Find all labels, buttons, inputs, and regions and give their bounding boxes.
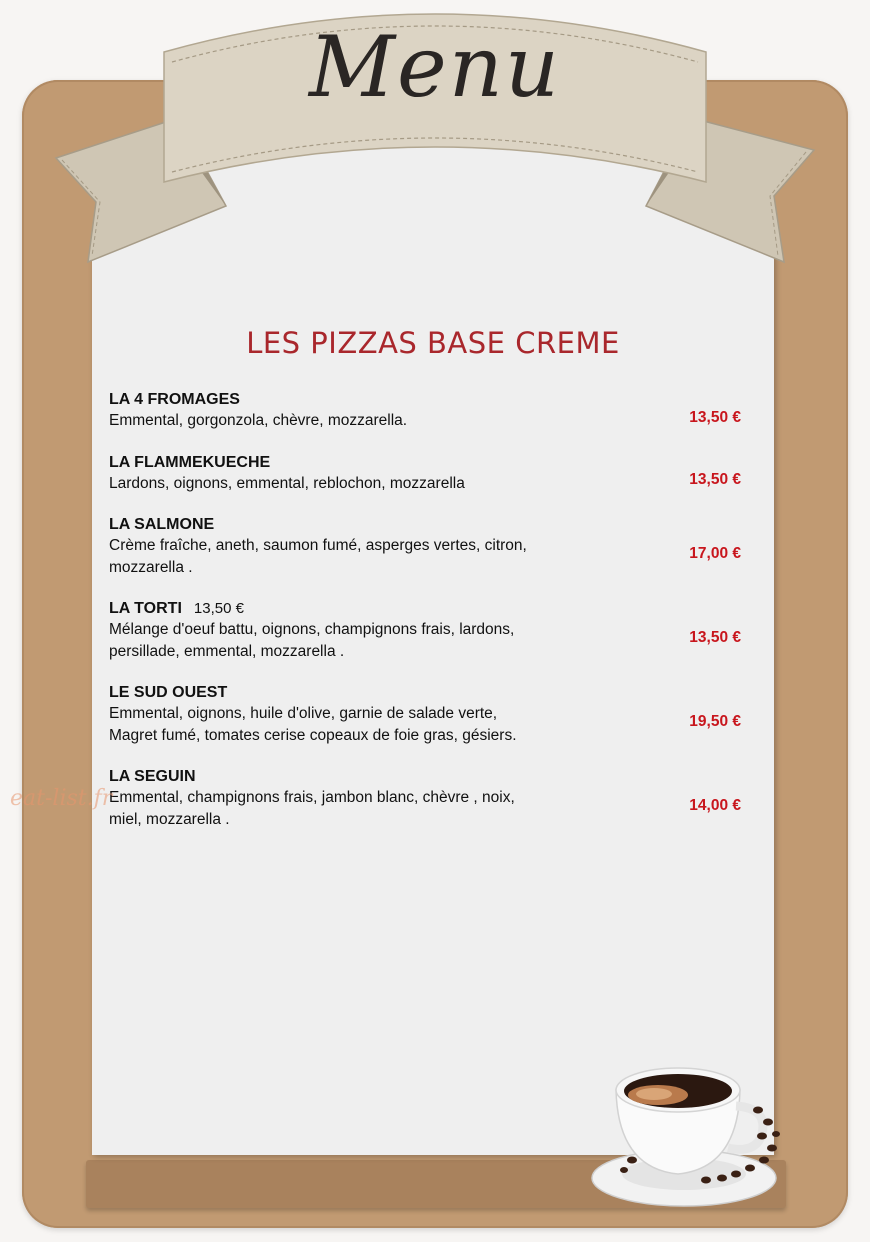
item-description-line: Crème fraîche, aneth, saumon fumé, asperges vertes, citron, [109, 537, 527, 554]
item-price: 13,50 € [689, 408, 741, 426]
menu-items-list [109, 390, 749, 851]
item-inline-price: 13,50 € [193, 600, 244, 617]
menu-item [109, 390, 749, 432]
watermark: eat-list.fr [10, 786, 113, 811]
menu-item [109, 453, 749, 495]
item-name: LA 4 FROMAGES [109, 391, 240, 408]
item-price: 13,50 € [689, 628, 741, 646]
item-name: LA SALMONE [109, 516, 215, 533]
item-name: LA SEGUIN [109, 768, 196, 785]
section-title: LES PIZZAS BASE CREME [246, 326, 620, 360]
item-description-line: Mélange d'oeuf battu, oignons, champignons frais, lardons, [109, 621, 515, 638]
coffee-cup-icon [586, 1050, 796, 1210]
item-description-line: miel, mozzarella . [109, 810, 230, 828]
item-price: 14,00 € [689, 796, 741, 814]
menu-banner-title: Menu [309, 18, 561, 116]
item-name: LE SUD OUEST [109, 684, 228, 701]
menu-item [109, 683, 749, 746]
item-description-line: Lardons, oignons, emmental, reblochon, mozzarella [109, 474, 465, 492]
menu-item [109, 767, 749, 830]
item-description-line: mozzarella . [109, 558, 193, 576]
item-description-line: persillade, emmental, mozzarella . [109, 642, 345, 660]
menu-item [109, 599, 749, 662]
item-price: 19,50 € [689, 712, 741, 730]
item-description-line: Emmental, champignons frais, jambon blanc, chèvre , noix, [109, 789, 515, 806]
item-name: LA TORTI [109, 600, 182, 617]
item-name: LA FLAMMEKUECHE [109, 453, 271, 471]
item-price: 13,50 € [689, 471, 741, 489]
item-description-line: Emmental, oignons, huile d'olive, garnie de salade verte, [109, 705, 498, 722]
item-price: 17,00 € [689, 544, 741, 562]
item-description-line: Emmental, gorgonzola, chèvre, mozzarella. [109, 412, 408, 429]
item-description-line: Magret fumé, tomates cerise copeaux de foie gras, gésiers. [109, 726, 517, 744]
menu-item [109, 515, 749, 578]
